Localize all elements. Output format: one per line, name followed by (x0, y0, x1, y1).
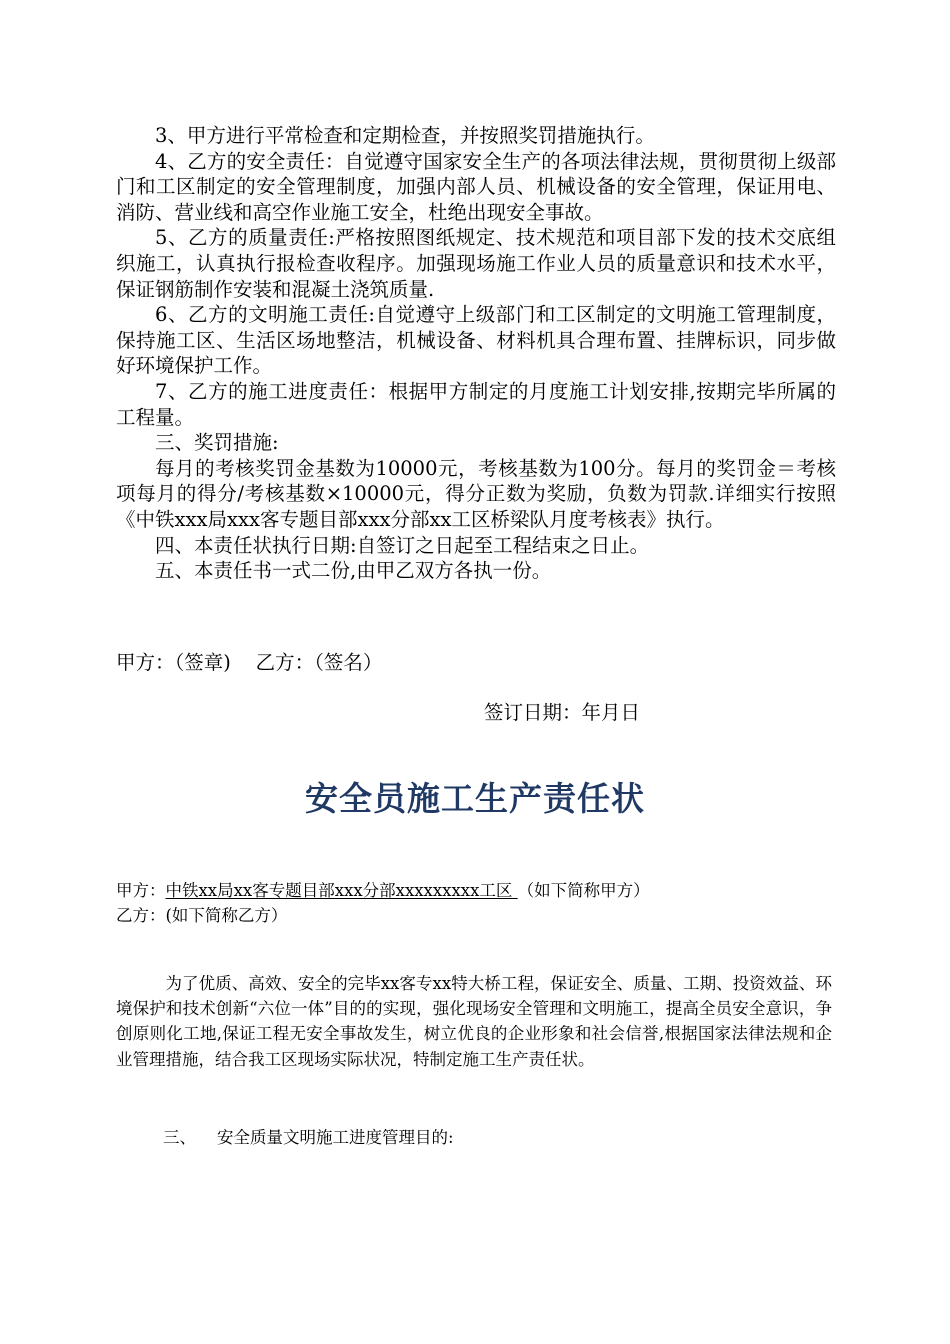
document-title: 安全员施工生产责任状 (305, 779, 645, 818)
copies-clause: 五、本责任书一式二份,由甲乙双方各执一份。 (155, 559, 552, 583)
reward-penalty-text: 每月的考核奖罚金基数为10000元，考核基数为100分。每月的奖罚金＝考核项每月的得分/考核基数×10000元，得分正数为奖励，负数为罚款.详细实行按照《中铁xxx局xxx客专题目部xxx分部xx工区桥梁队月度考核表》执行。 (116, 456, 836, 531)
party-a-label: 甲方： (116, 881, 166, 900)
management-goals-heading: 三、 安全质量文明施工进度管理目的: (163, 1128, 454, 1147)
preamble-paragraph: 为了优质、高效、安全的完毕xx客专xx特大桥工程，保证安全、质量、工期、投资效益、环境保护和技术创新“六位一体”目的的实现，强化现场安全管理和文明施工，提高全员安全意识，争创原则化工地,保证工程无安全事故发生，树立优良的企业形象和社会信誉,根据国家法律法规和企业管理措施，结合我工区现场实际状况，特制定施工生产责任状。 (116, 974, 832, 1069)
reward-penalty-heading: 三、奖罚措施: (155, 431, 279, 455)
clause-5-quality: 5、乙方的质量责任:严格按照图纸规定、技术规范和项目部下发的技术交底组织施工，认真执行报检查收程序。加强现场施工作业人员的质量意识和技术水平，保证钢筋制作安装和混凝土浇筑质量. (116, 226, 836, 301)
preamble (116, 971, 832, 1072)
clause-3: 3、甲方进行平常检查和定期检查，并按照奖罚措施执行。 (155, 124, 655, 147)
party-b-line: 乙方：(如下简称乙方） (116, 906, 288, 925)
execution-period: 四、本责任状执行日期:自签订之日起至工程结束之日止。 (155, 533, 650, 557)
clause-6-civilized-construction: 6、乙方的文明施工责任:自觉遵守上级部门和工区制定的文明施工管理制度，保持施工区、生活区场地整洁，机械设备、材料机具合理布置、挂牌标识，同步做好环境保护工作。 (116, 303, 836, 378)
party-a-name: 中铁xx局xx客专题目部xxx分部xxxxxxxxx工区 (165, 881, 518, 900)
clause-4-safety: 4、乙方的安全责任：自觉遵守国家安全生产的各项法律法规，贯彻贯彻上级部门和工区制定的安全管理制度，加强内部人员、机械设备的安全管理，保证用电、消防、营业线和高空作业施工安全，杜绝出现安全事故。 (116, 149, 836, 224)
clause-7-progress: 7、乙方的施工进度责任：根据甲方制定的月度施工计划安排,按期完毕所属的工程量。 (116, 379, 836, 429)
responsibility-clauses (116, 123, 836, 584)
signature-line: 甲方：（签章) 乙方：（签名） (116, 651, 383, 674)
party-a-suffix: （如下简称甲方） (517, 881, 650, 900)
signing-date: 签订日期：年月日 (484, 701, 641, 724)
party-a-line (116, 877, 650, 901)
